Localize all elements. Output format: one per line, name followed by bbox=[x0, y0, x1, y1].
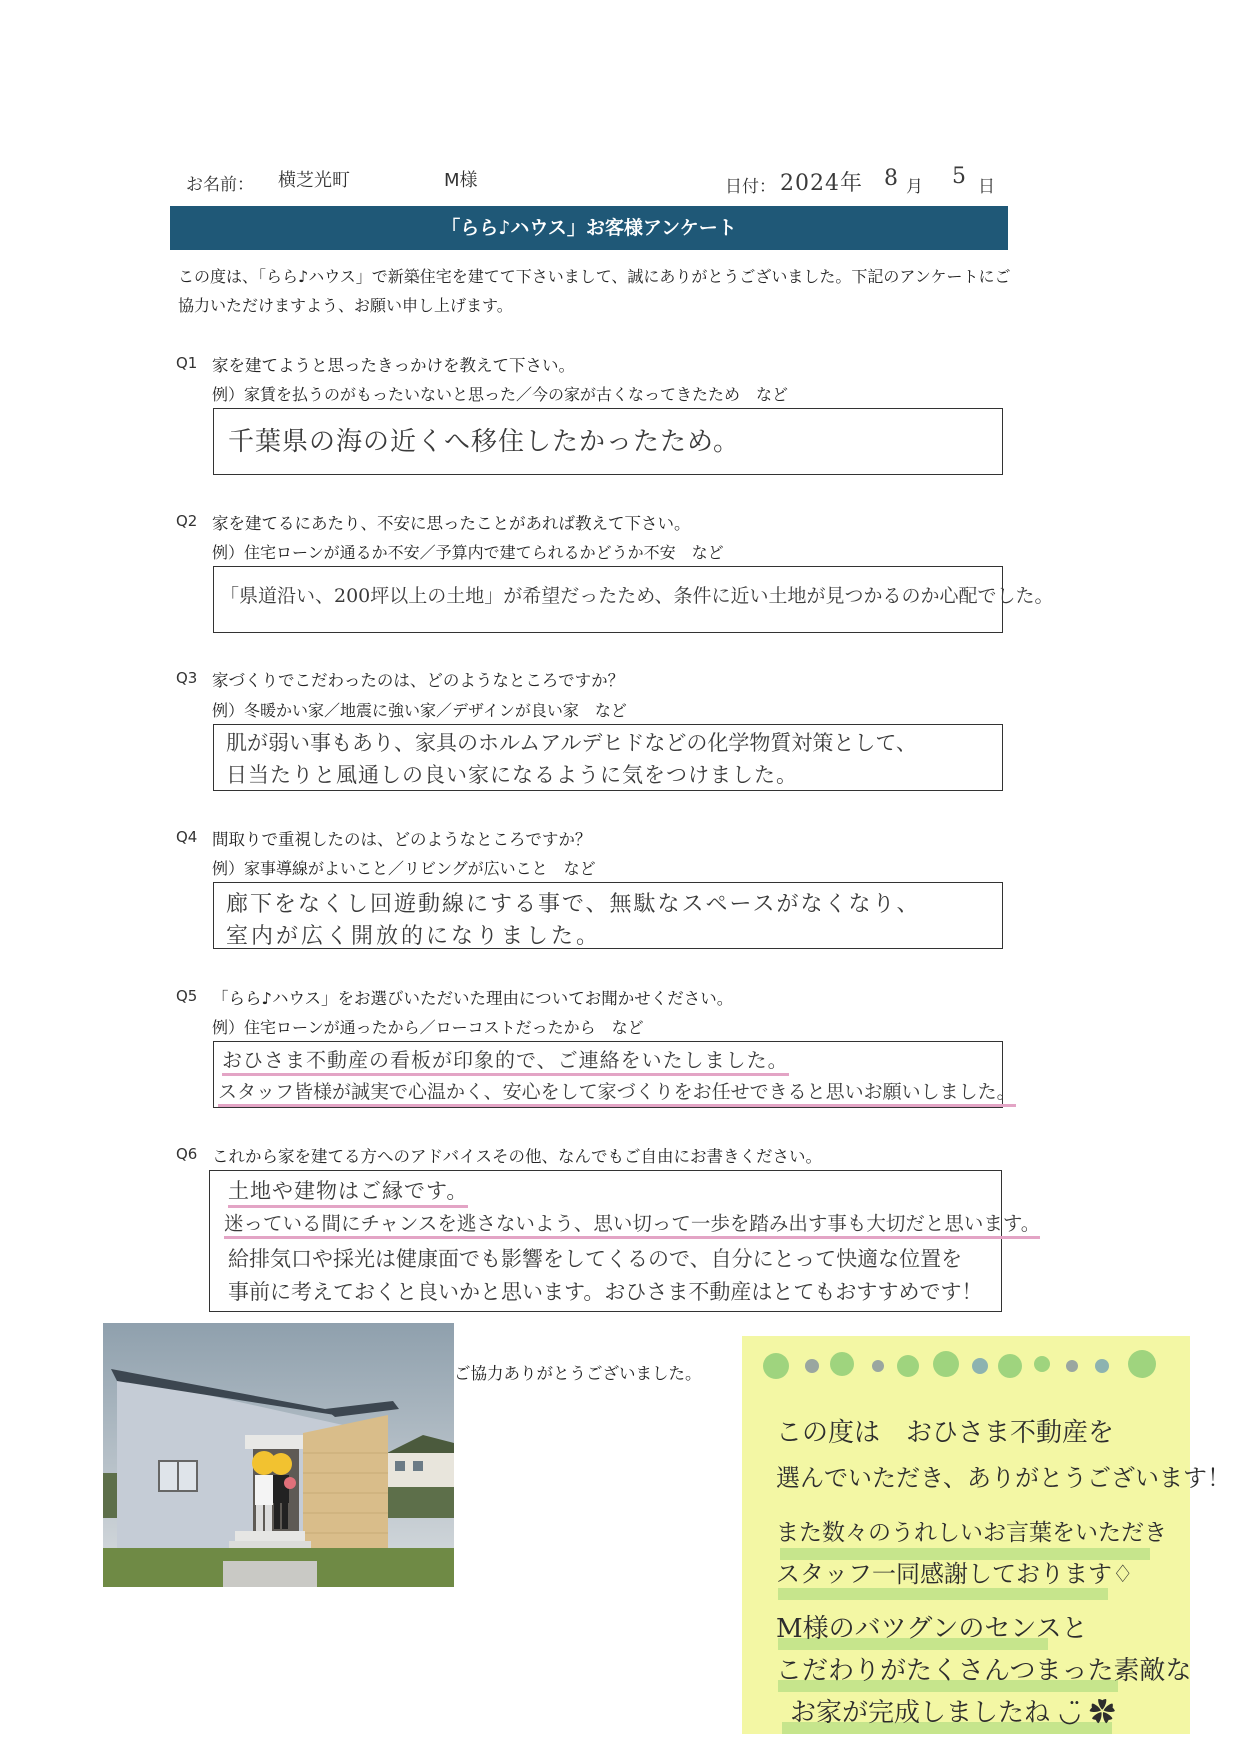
q5-example: 例）住宅ローンが通ったから／ローコストだったから など bbox=[212, 1018, 644, 1037]
date-day: 5 bbox=[952, 164, 967, 189]
q5-answer-box bbox=[213, 1041, 1016, 1108]
thanks-text: ご協力ありがとうございました。 bbox=[454, 1364, 702, 1383]
q3-answer-box bbox=[213, 724, 1003, 791]
q2-answer-box bbox=[213, 566, 1054, 633]
q6-answer-box bbox=[209, 1170, 1041, 1312]
q6-answer-line-1: 土地や建物はご縁です。 bbox=[228, 1175, 468, 1208]
q1-answer-line-1: 千葉県の海の近くへ移住したかったため。 bbox=[228, 427, 740, 457]
note-line-7: お家が完成しましたね ◡̈ ✿ bbox=[790, 1698, 1116, 1728]
month-unit: 月 bbox=[906, 177, 923, 197]
q2-number: Q2 bbox=[176, 512, 198, 530]
q5-number: Q5 bbox=[176, 987, 198, 1005]
q1-answer-box bbox=[213, 408, 1003, 475]
q4-answer-box bbox=[213, 882, 1003, 949]
q4-text: 間取りで重視したのは、どのようなところですか？ bbox=[212, 830, 592, 849]
house-photo bbox=[103, 1323, 454, 1587]
name-label: お名前： bbox=[186, 175, 254, 195]
survey-title-banner: 「らら♪ハウス」お客様アンケート bbox=[170, 206, 1008, 250]
q4-answer-line-2: 室内が広く開放的になりました。 bbox=[226, 924, 602, 949]
q2-text: 家を建てるにあたり、不安に思ったことがあれば教えて下さい。 bbox=[212, 514, 691, 533]
customer-name: M様 bbox=[444, 170, 478, 191]
q6-answer-line-3: 給排気口や採光は健康面でも影響をしてくるので、自分にとって快適な位置を bbox=[228, 1247, 963, 1271]
note-dot-decoration bbox=[742, 1336, 1190, 1396]
name-value: 横芝光町 bbox=[278, 170, 350, 191]
note-line-5: M様のバツグンのセンスと bbox=[776, 1614, 1088, 1644]
q6-answer-line-2: 迷っている間にチャンスを逃さないよう、思い切って一歩を踏み出す事も大切だと思います。 bbox=[224, 1208, 1040, 1239]
note-line-1: この度は おひさま不動産を bbox=[776, 1418, 1115, 1448]
day-unit: 日 bbox=[978, 177, 995, 197]
q6-number: Q6 bbox=[176, 1145, 198, 1163]
q4-answer-line-1: 廊下をなくし回遊動線にする事で、無駄なスペースがなくなり、 bbox=[226, 892, 921, 917]
q2-example: 例）住宅ローンが通るか不安／予算内で建てられるかどうか不安 など bbox=[212, 543, 724, 562]
note-line-2: 選んでいただき、ありがとうございます！ bbox=[776, 1464, 1232, 1492]
q4-example: 例）家事導線がよいこと／リビングが広いこと など bbox=[212, 859, 596, 878]
q1-example: 例）家賃を払うのがもったいないと思った／今の家が古くなってきたため など bbox=[212, 385, 789, 404]
house-photo-illustration bbox=[103, 1323, 454, 1587]
q1-number: Q1 bbox=[176, 354, 198, 372]
note-line-3: また数々のうれしいお言葉をいただき bbox=[776, 1520, 1167, 1546]
q1-text: 家を建てようと思ったきっかけを教えて下さい。 bbox=[212, 356, 575, 375]
note-line-4: スタッフ一同感謝しております♢ bbox=[776, 1560, 1134, 1588]
staff-sticky-note bbox=[742, 1336, 1232, 1734]
q3-answer-line-1: 肌が弱い事もあり、家具のホルムアルデヒドなどの化学物質対策として、 bbox=[226, 731, 917, 755]
q5-text: 「らら♪ハウス」をお選びいただいた理由についてお聞かせください。 bbox=[212, 989, 734, 1008]
note-highlight-2 bbox=[778, 1588, 1108, 1600]
q5-answer-line-2: スタッフ皆様が誠実で心温かく、安心をして家づくりをお任せできると思いお願いしました。 bbox=[218, 1077, 1016, 1107]
q6-text: これから家を建てる方へのアドバイスその他、なんでもご自由にお書きください。 bbox=[212, 1147, 823, 1166]
q5-answer-line-1: おひさま不動産の看板が印象的で、ご連絡をいたしました。 bbox=[222, 1044, 789, 1076]
q2-answer-line-1: 「県道沿い、200坪以上の土地」が希望だったため、条件に近い土地が見つかるのか心配でした。 bbox=[220, 585, 1054, 607]
q3-number: Q3 bbox=[176, 669, 198, 687]
date-year: 2024年 bbox=[780, 171, 863, 196]
q3-text: 家づくりでこだわったのは、どのようなところですか？ bbox=[212, 671, 625, 690]
date-label: 日付： bbox=[725, 177, 776, 197]
date-month: 8 bbox=[884, 166, 899, 191]
intro-text: この度は、「らら♪ハウス」で新築住宅を建てて下さいまして、誠にありがとうございました。下記のアンケートにご協力いただけますよう、お願い申し上げます。 bbox=[178, 267, 1011, 315]
q6-answer-line-4: 事前に考えておくと良いかと思います。おひさま不動産はとてもおすすめです！ bbox=[228, 1280, 983, 1304]
q3-example: 例）冬暖かい家／地震に強い家／デザインが良い家 など bbox=[212, 701, 627, 720]
q4-number: Q4 bbox=[176, 828, 198, 846]
q3-answer-line-2: 日当たりと風通しの良い家になるように気をつけました。 bbox=[226, 763, 798, 787]
note-line-6: こだわりがたくさんつまった素敵な bbox=[776, 1656, 1192, 1686]
